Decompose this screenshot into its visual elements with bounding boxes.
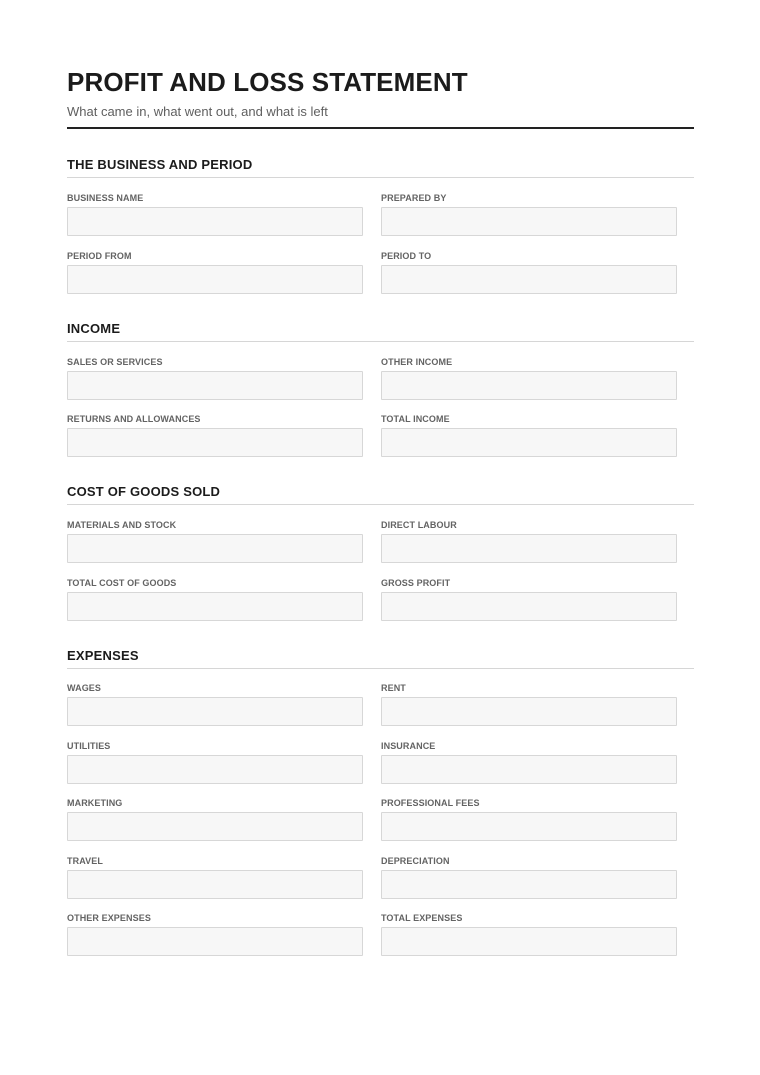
wages-input[interactable] [67,697,363,726]
header-divider [67,127,694,129]
other-expenses-input[interactable] [67,927,363,956]
field-label: SALES OR SERVICES [67,357,163,367]
field-other-expenses [67,913,363,956]
field-insurance [381,741,677,784]
field-wages [67,683,363,726]
field-label: RENT [381,683,406,693]
field-label: GROSS PROFIT [381,578,451,588]
travel-input[interactable] [67,870,363,899]
marketing-input[interactable] [67,812,363,841]
field-label: PREPARED BY [381,193,447,203]
page-title: PROFIT AND LOSS STATEMENT [67,67,468,97]
field-label: WAGES [67,683,102,693]
materials-and-stock-input[interactable] [67,534,363,563]
section-title: THE BUSINESS AND PERIOD [67,157,694,178]
section-cost-of-goods-sold [67,484,694,588]
section-expenses [67,648,694,923]
field-label: PROFESSIONAL FEES [381,798,480,808]
total-cost-of-goods-input[interactable] [67,592,363,621]
section-title: EXPENSES [67,648,694,669]
returns-and-allowances-input[interactable] [67,428,363,457]
depreciation-input[interactable] [381,870,677,899]
rent-input[interactable] [381,697,677,726]
field-label: DEPRECIATION [381,856,450,866]
field-label: OTHER INCOME [381,357,453,367]
section-title: INCOME [67,321,694,342]
field-rent [381,683,677,726]
field-label: MARKETING [67,798,123,808]
field-direct-labour [381,520,677,563]
section-title: COST OF GOODS SOLD [67,484,694,505]
field-label: TOTAL EXPENSES [381,913,463,923]
field-label: TOTAL INCOME [381,414,450,424]
field-business-name [67,193,363,236]
period-from-input[interactable] [67,265,363,294]
direct-labour-input[interactable] [381,534,677,563]
field-label: INSURANCE [381,741,436,751]
field-other-income [381,357,677,400]
field-label: PERIOD FROM [67,251,132,261]
sales-or-services-input[interactable] [67,371,363,400]
field-label: TOTAL COST OF GOODS [67,578,177,588]
field-returns-and-allowances [67,414,363,457]
gross-profit-input[interactable] [381,592,677,621]
section-income [67,321,694,424]
field-total-income [381,414,677,457]
business-name-input[interactable] [67,207,363,236]
professional-fees-input[interactable] [381,812,677,841]
form-header [67,66,694,120]
field-period-to [381,251,677,294]
period-to-input[interactable] [381,265,677,294]
field-marketing [67,798,363,841]
prepared-by-input[interactable] [381,207,677,236]
field-label: PERIOD TO [381,251,432,261]
total-income-input[interactable] [381,428,677,457]
total-expenses-input[interactable] [381,927,677,956]
field-utilities [67,741,363,784]
field-label: BUSINESS NAME [67,193,144,203]
field-gross-profit [381,578,677,621]
field-label: UTILITIES [67,741,111,751]
field-period-from [67,251,363,294]
field-label: DIRECT LABOUR [381,520,457,530]
field-travel [67,856,363,899]
field-depreciation [381,856,677,899]
field-label: RETURNS AND ALLOWANCES [67,414,201,424]
utilities-input[interactable] [67,755,363,784]
page-subtitle: What came in, what went out, and what is left [67,104,328,119]
field-label: MATERIALS AND STOCK [67,520,177,530]
other-income-input[interactable] [381,371,677,400]
field-total-cost-of-goods [67,578,363,621]
field-total-expenses [381,913,677,956]
section-business-and-period [67,157,694,261]
field-label: OTHER EXPENSES [67,913,151,923]
field-label: TRAVEL [67,856,103,866]
insurance-input[interactable] [381,755,677,784]
field-prepared-by [381,193,677,236]
field-sales-or-services [67,357,363,400]
field-materials-and-stock [67,520,363,563]
field-professional-fees [381,798,677,841]
